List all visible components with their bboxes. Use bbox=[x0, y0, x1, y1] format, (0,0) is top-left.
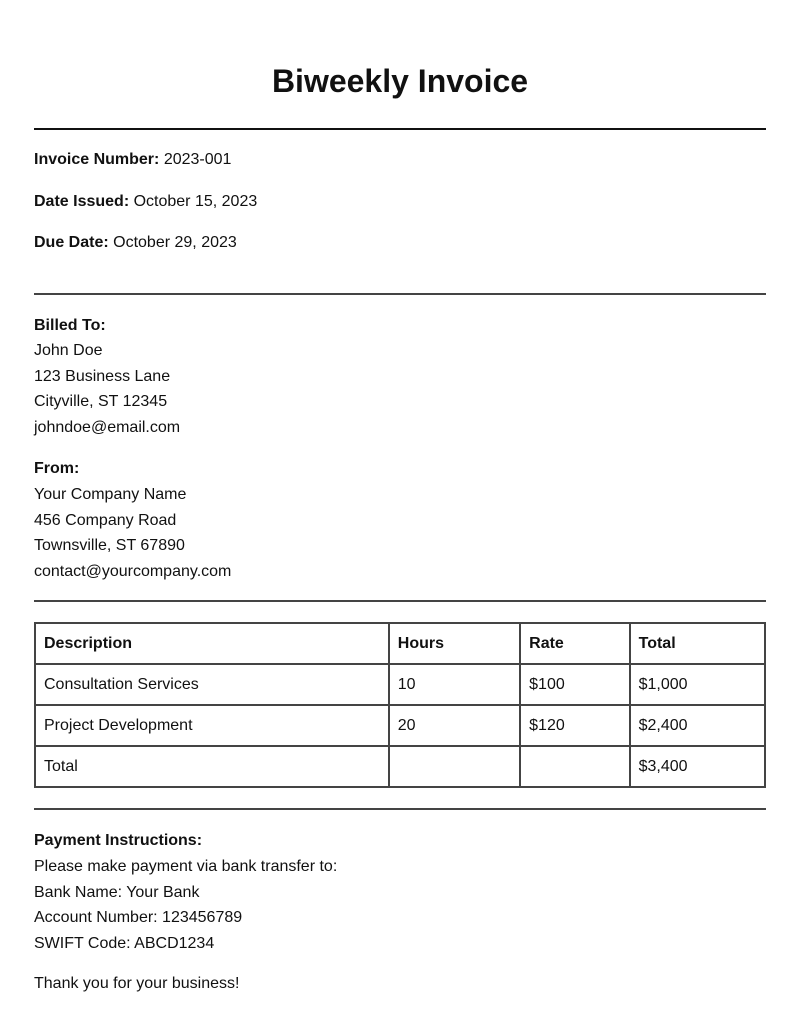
cell-description: Project Development bbox=[35, 705, 389, 746]
header-description: Description bbox=[35, 623, 389, 664]
cell-grand-total: $3,400 bbox=[630, 746, 765, 787]
due-date-row bbox=[34, 233, 766, 275]
table-row bbox=[35, 664, 765, 705]
parties-divider bbox=[34, 600, 766, 602]
invoice-meta bbox=[34, 130, 766, 293]
date-issued-label: Date Issued: bbox=[34, 192, 130, 210]
table-header-row bbox=[35, 623, 765, 664]
invoice-number-label: Invoice Number: bbox=[34, 151, 160, 168]
table-total-row bbox=[35, 746, 765, 787]
cell-hours: 10 bbox=[389, 664, 520, 705]
payment-instructions-section bbox=[34, 810, 766, 956]
billed-to-email: johndoe@email.com bbox=[34, 418, 181, 436]
table-row bbox=[35, 705, 765, 746]
cell-total: $1,000 bbox=[630, 664, 765, 705]
cell-total: $2,400 bbox=[630, 705, 765, 746]
cell-hours: 20 bbox=[389, 705, 520, 746]
cell-rate: $120 bbox=[520, 705, 629, 746]
bank-name: Bank Name: Your Bank bbox=[34, 883, 200, 901]
invoice-number-value: 2023-001 bbox=[163, 151, 232, 168]
account-number: Account Number: 123456789 bbox=[34, 909, 243, 927]
cell-rate: $100 bbox=[520, 664, 629, 705]
cell-hours bbox=[389, 746, 520, 787]
billed-to-name: John Doe bbox=[34, 342, 103, 360]
cell-description: Consultation Services bbox=[35, 664, 389, 705]
from-email: contact@yourcompany.com bbox=[34, 562, 232, 580]
payment-instructions-text: Please make payment via bank transfer to: bbox=[34, 858, 338, 876]
from-address-line1: 456 Company Road bbox=[34, 511, 177, 529]
from-label: From: bbox=[34, 460, 80, 478]
date-issued-row bbox=[34, 192, 766, 234]
billed-to-address-line2: Cityville, ST 12345 bbox=[34, 393, 168, 411]
due-date-value: October 29, 2023 bbox=[113, 234, 237, 251]
page-title: Biweekly Invoice bbox=[271, 63, 529, 99]
header-hours: Hours bbox=[389, 623, 520, 664]
billed-to-address-line1: 123 Business Lane bbox=[34, 367, 171, 385]
cell-rate bbox=[520, 746, 629, 787]
swift-code: SWIFT Code: ABCD1234 bbox=[34, 934, 215, 952]
from-name: Your Company Name bbox=[34, 486, 187, 504]
line-items-table bbox=[34, 622, 766, 788]
due-date-label: Due Date: bbox=[34, 234, 109, 251]
from-section bbox=[34, 440, 766, 600]
thank-you-note: Thank you for your business! bbox=[34, 975, 240, 993]
billed-to-label: Billed To: bbox=[34, 316, 106, 334]
payment-instructions-label: Payment Instructions: bbox=[34, 832, 203, 850]
header-total: Total bbox=[630, 623, 765, 664]
cell-total-label: Total bbox=[35, 746, 389, 787]
date-issued-value: October 15, 2023 bbox=[133, 192, 258, 210]
invoice-number-row bbox=[34, 150, 766, 192]
from-address-line2: Townsville, ST 67890 bbox=[34, 537, 185, 555]
header-rate: Rate bbox=[520, 623, 629, 664]
billed-to-section bbox=[34, 295, 766, 441]
